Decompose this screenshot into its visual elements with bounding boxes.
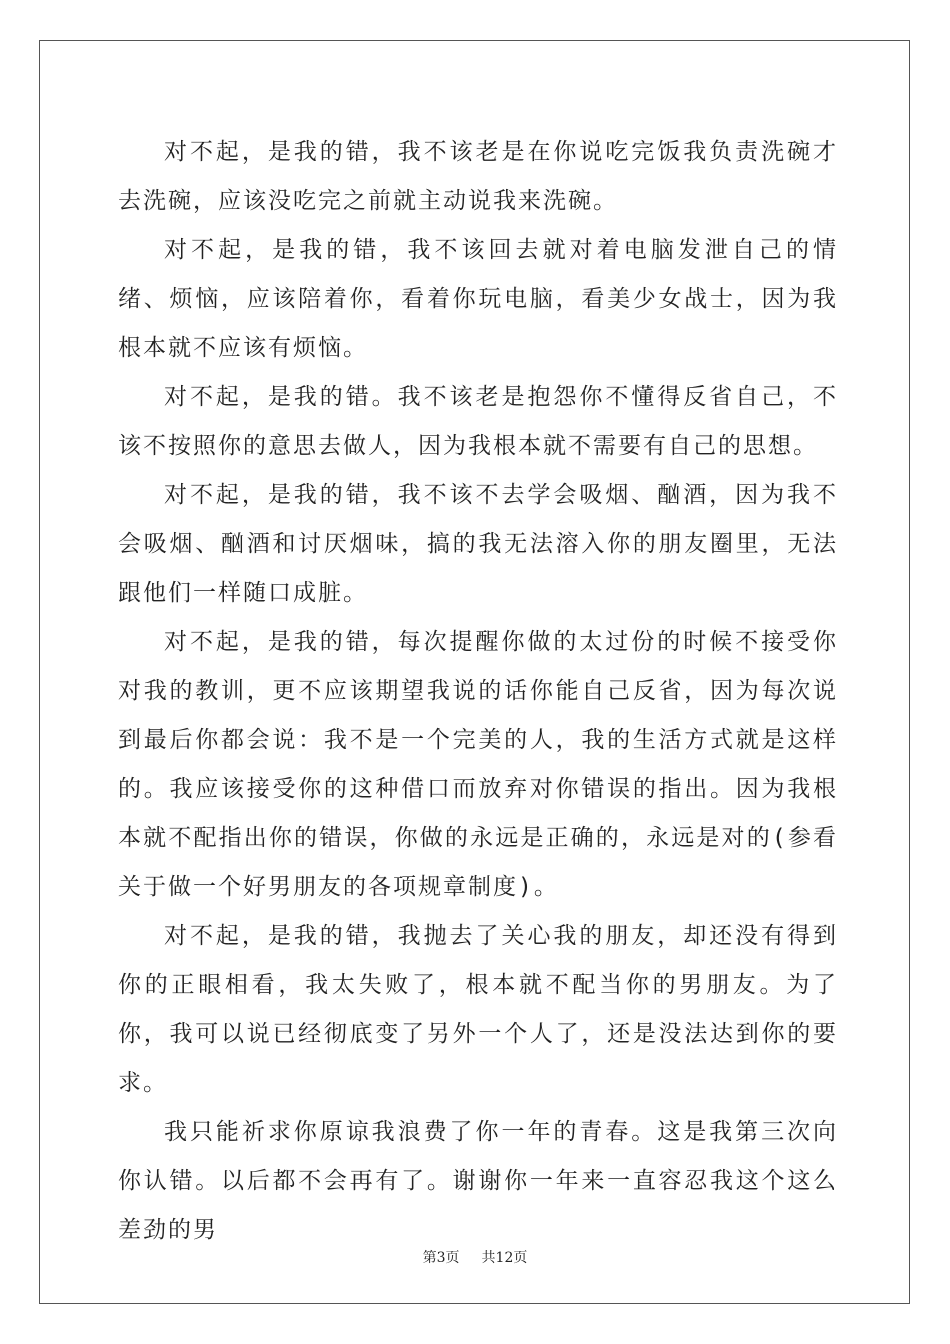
page-footer xyxy=(0,1247,950,1267)
paragraph-6: 对不起，是我的错，我抛去了关心我的朋友，却还没有得到你的正眼相看，我太失败了，根本就不配当你的男朋友。为了你，我可以说已经彻底变了另外一个人了，还是没法达到你的要求。 xyxy=(118,923,838,1096)
paragraph-7: 我只能祈求你原谅我浪费了你一年的青春。这是我第三次向你认错。以后都不会再有了。谢谢你一年来一直容忍我这个这么差劲的男 xyxy=(118,1119,838,1243)
page-total: 共12页 xyxy=(481,1250,528,1266)
paragraph-2: 对不起，是我的错，我不该回去就对着电脑发泄自己的情绪、烦恼，应该陪着你，看着你玩电脑，看美少女战士，因为我根本就不应该有烦恼。 xyxy=(118,237,838,361)
paragraph-4: 对不起，是我的错，我不该不去学会吸烟、酗酒，因为我不会吸烟、酗酒和讨厌烟味，搞的我无法溶入你的朋友圈里，无法跟他们一样随口成脏。 xyxy=(118,482,838,606)
paragraph-1: 对不起，是我的错，我不该老是在你说吃完饭我负责洗碗才去洗碗，应该没吃完之前就主动说我来洗碗。 xyxy=(118,139,838,214)
paragraph-5: 对不起，是我的错，每次提醒你做的太过份的时候不接受你对我的教训，更不应该期望我说的话你能自己反省，因为每次说到最后你都会说：我不是一个完美的人，我的生活方式就是这样的。我应该接受你的这种借口而放弃对你错误的指出。因为我根本就不配指出你的错误，你做的永远是正确的，永远是对的(参看关于做一个好男朋友的各项规章制度)。 xyxy=(118,629,838,900)
document-body xyxy=(118,128,838,1255)
paragraph-3: 对不起，是我的错。我不该老是抱怨你不懂得反省自己，不该不按照你的意思去做人，因为我根本就不需要有自己的思想。 xyxy=(118,384,838,459)
page-number: 第3页 xyxy=(422,1250,460,1266)
